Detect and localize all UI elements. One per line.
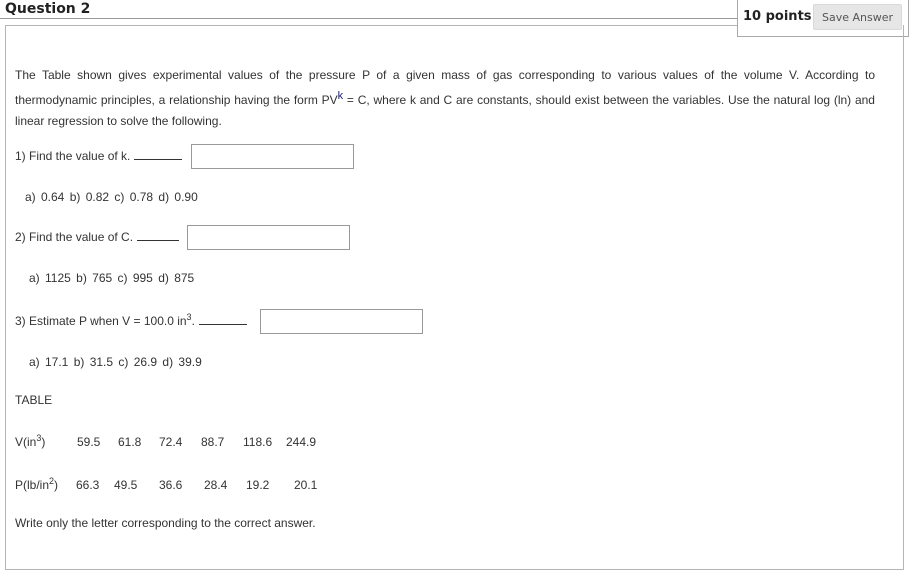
intro-exponent: k	[337, 90, 344, 102]
part1-answer-input[interactable]	[191, 144, 354, 169]
part1-options: a) 0.64 b) 0.82 c) 0.78 d) 0.90	[25, 190, 198, 204]
pressure-value: 49.5	[114, 478, 138, 492]
part2-options: a) 1125 b) 765 c) 995 d) 875	[29, 271, 195, 285]
part1-blank-line	[134, 150, 182, 160]
volume-value: 118.6	[243, 435, 273, 449]
volume-header: $V(in^3)$	[15, 433, 46, 449]
volume-value: 244.9	[286, 435, 317, 449]
pressure-value: 28.4	[204, 478, 228, 492]
part2-prompt-text: 2) Find the value of C.	[15, 230, 134, 244]
part3-blank-line	[199, 315, 247, 325]
header-divider	[0, 18, 737, 19]
pressure-value: 19.2	[246, 478, 270, 492]
part3-prompt	[15, 314, 247, 328]
pressure-header: $P(lb/in^2)$	[15, 476, 59, 492]
intro-text-2: = C, where k and C are constants, should exist between the variables. Use the natural log (ln) and linear regression to solve the following.	[15, 93, 875, 128]
points-label: 10 points	[743, 9, 812, 24]
pressure-value: 20.1	[294, 478, 318, 492]
part1-prompt-text: 1) Find the value of k.	[15, 149, 131, 163]
save-answer-button[interactable]: Save Answer	[813, 4, 902, 30]
part3-answer-input[interactable]	[260, 309, 423, 334]
panel-top-border	[5, 25, 737, 26]
intro-text-1: The Table shown gives experimental values of the pressure P of a given mass of gas corresponding to various values of the volume V. According to thermodynamic principles, a relationship having the form PV	[15, 68, 875, 107]
question-intro	[15, 65, 875, 132]
part2-prompt	[15, 230, 179, 244]
volume-value: 61.8	[118, 435, 142, 449]
table-label: TABLE	[15, 393, 53, 407]
part3-prompt-end: .	[191, 314, 195, 328]
question-title: Question 2	[5, 1, 91, 17]
part1-prompt	[15, 149, 182, 163]
part3-prompt-text: 3) Estimate P when V = 100.0 in	[15, 314, 187, 328]
volume-value: 59.5	[77, 435, 101, 449]
part3-exponent: 3	[186, 312, 192, 322]
volume-value: 72.4	[159, 435, 183, 449]
pressure-value: 66.3	[76, 478, 100, 492]
volume-value: 88.7	[201, 435, 225, 449]
part2-blank-line	[137, 231, 179, 241]
footer-instruction: Write only the letter corresponding to the correct answer.	[15, 516, 316, 530]
part3-options: a) 17.1 b) 31.5 c) 26.9 d) 39.9	[29, 355, 202, 369]
pressure-value: 36.6	[159, 478, 183, 492]
part2-answer-input[interactable]	[187, 225, 350, 250]
